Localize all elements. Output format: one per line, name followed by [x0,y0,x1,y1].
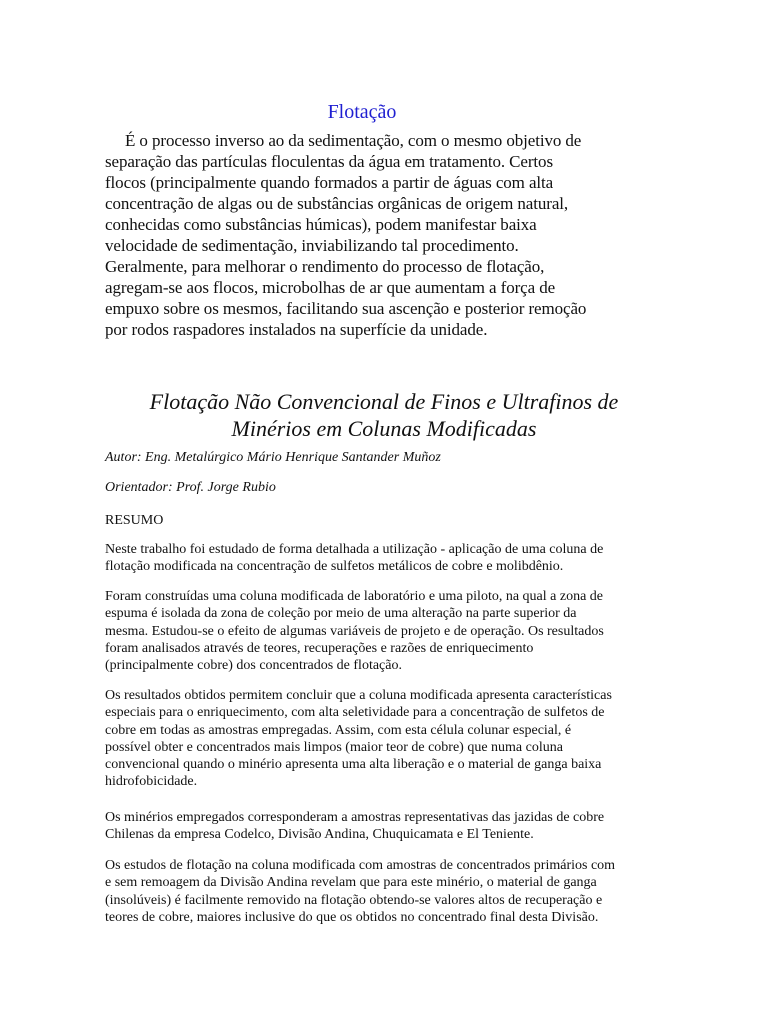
text-line: e sem remoagem da Divisão Andina revelam que para este minério, o material de ganga [105,875,597,891]
advisor-line: Orientador: Prof. Jorge Rubio [105,480,276,495]
section-title-flotacao: Flotação [327,101,397,123]
abstract-paragraph-3 [105,687,665,791]
thesis-title-line: Minérios em Colunas Modificadas [231,416,537,441]
text-line: flotação modificada na concentração de sulfetos metálicos de cobre e molibdênio. [105,559,564,575]
text-line: agregam-se aos flocos, microbolhas de ar que aumentam a força de [105,278,556,297]
text-line: conhecidas como substâncias húmicas), podem manifestar baixa [105,215,537,234]
text-line: por rodos raspadores instalados na superfície da unidade. [105,320,488,339]
text-line: Geralmente, para melhorar o rendimento do processo de flotação, [105,257,545,276]
text-line: Os resultados obtidos permitem concluir que a coluna modificada apresenta características [105,688,612,703]
text-line: foram analisados através de teores, recuperações e razões de enriquecimento [105,640,534,656]
text-line: espuma é isolada da zona de coleção por meio de uma alteração na parte superior da [105,606,577,622]
text-line: cobre em todas as amostras empregadas. Assim, com esta célula colunar especial, é [105,722,572,738]
text-line: Os minérios empregados corresponderam a amostras representativas das jazidas de cobre [105,810,605,825]
thesis-title [0,388,768,442]
text-line: flocos (principalmente quando formados a partir de águas com alta [105,173,554,192]
flotacao-paragraph [105,130,615,340]
text-line: especiais para o enriquecimento, com alta seletividade para a concentração de sulfetos de [105,705,605,721]
text-line: Foram construídas uma coluna modificada de laboratório e uma piloto, na qual a zona de [105,589,604,604]
text-line: separação das partículas floculentas da água em tratamento. Certos [105,152,553,171]
author-line: Autor: Eng. Metalúrgico Mário Henrique Santander Muñoz [105,450,441,465]
text-line: É o processo inverso ao da sedimentação, com o mesmo objetivo de [125,131,582,150]
text-line: empuxo sobre os mesmos, facilitando sua ascenção e posterior remoção [105,299,587,318]
text-line: convencional quando o minério apresenta uma alta liberação e o material de ganga baixa [105,757,602,773]
text-line: teores de cobre, maiores inclusive do que os obtidos no concentrado final desta Divisão. [105,909,599,925]
text-line: (insolúveis) é facilmente removido na flotação obtendo-se valores altos de recuperação e [105,892,603,908]
text-line: concentração de algas ou de substâncias orgânicas de origem natural, [105,194,569,213]
text-line: velocidade de sedimentação, inviabilizando tal procedimento. [105,236,519,255]
thesis-title-line: Flotação Não Convencional de Finos e Ultrafinos de [149,389,619,414]
abstract-paragraph-2 [105,588,665,674]
abstract-paragraph-5 [105,857,665,926]
text-line: Chilenas da empresa Codelco, Divisão Andina, Chuquicamata e El Teniente. [105,827,534,843]
text-line: hidrofobicidade. [105,774,198,790]
abstract-paragraph-1 [105,541,665,576]
text-line: mesma. Estudou-se o efeito de algumas variáveis de projeto e de operação. Os resultados [105,623,604,639]
text-line: (principalmente cobre) dos concentrados de flotação. [105,658,402,674]
text-line: Neste trabalho foi estudado de forma detalhada a utilização - aplicação de uma coluna de [105,542,604,557]
abstract-paragraph-4 [105,809,665,844]
text-line: possível obter e concentrados mais limpos (maior teor de cobre) que numa coluna [105,739,563,755]
resumo-heading: RESUMO [105,513,164,528]
text-line: Os estudos de flotação na coluna modificada com amostras de concentrados primários com [105,858,616,873]
